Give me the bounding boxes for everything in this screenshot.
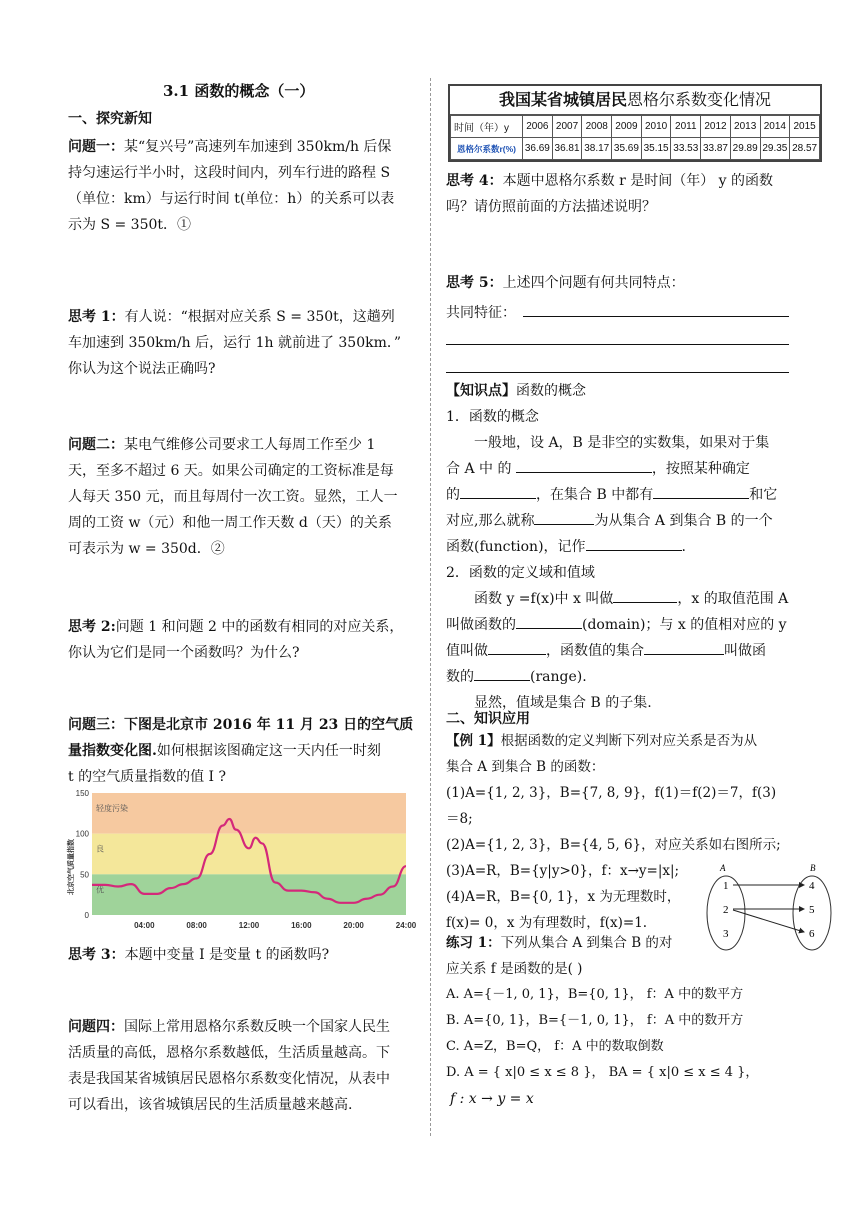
think-5-text: 上述四个问题有何共同特点： [502,275,685,291]
think-2-line: 问题 1 和问题 2 中的函数有相同的对应关系， [115,619,404,635]
think-2 [68,614,414,666]
kp-line: 一般地，设 A，B 是非空的实数集，如果对于集 [474,435,770,451]
question-2-line: 可表示为 w = 350d．② [68,541,225,557]
fill-blank[interactable] [488,638,546,655]
think-4-line: 吗？请仿照前面的方法描述说明？ [446,199,656,215]
aqi-x-tick: 16:00 [291,921,312,930]
question-3-line: 量指数变化图. [68,743,157,759]
engel-value-cell: 35.15 [641,138,671,160]
kp-line: . [681,539,686,555]
mapping-set-b-label: B [810,863,816,873]
think-4-label: 思考 4： [446,173,503,189]
set-b-element: 6 [809,928,815,940]
engel-value-cell: 36.81 [552,138,582,160]
aqi-x-tick: 04:00 [134,921,155,930]
question-1-line: 持匀速运行半小时，这段时间内，列车行进的路程 S [68,165,391,181]
set-b-element: 5 [809,904,815,916]
engel-year-cell: 2008 [582,116,612,138]
aqi-band-label: 良 [96,844,104,854]
kp-line: 合 A 中 的 [446,461,512,477]
question-2-line: 天，至多不超过 6 天。如果公司确定的工资标准是每 [68,463,394,479]
engel-value-cell: 38.17 [582,138,612,160]
engel-table [450,115,820,160]
question-2 [68,432,414,562]
kp-line: (range). [530,669,587,685]
aqi-band-label: 轻度污染 [96,804,128,813]
kp-bracket: 【知识点】 [446,383,516,399]
set-a-element: 3 [723,928,729,940]
engel-year-cell: 2014 [760,116,790,138]
question-3-line: t 的空气质量指数的值 I ? [68,769,227,785]
kp-line: 叫做函数的 [446,617,516,633]
example-1-item: (3)A=R，B={y|y>0}，f：x→y=|x|; [446,863,680,879]
think-1-line: 有人说：“根据对应关系 S = 350t，这趟列 [124,309,395,325]
aqi-band-label: 优 [96,885,104,895]
aqi-x-tick: 12:00 [238,921,260,930]
engel-title-rest: 恩格尔系数变化情况 [627,90,772,109]
think-3-label: 思考 3： [68,947,125,963]
engel-year-cell: 2010 [641,116,671,138]
example-1-bracket: 【例 1】 [446,733,501,749]
kp-line: 函数 y =f(x)中 x 叫做 [474,591,614,607]
question-1-label: 问题一： [68,139,124,155]
fill-blank[interactable] [644,638,724,655]
aqi-x-tick: 24:00 [395,921,417,930]
option-d[interactable]: D. A = { x|0 ≤ x ≤ 8 }， BA = { x|0 ≤ x ≤ 4 }， [446,1065,759,1080]
aqi-y-tick: 150 [75,789,89,798]
fill-blank[interactable] [586,534,682,551]
think-1 [68,304,414,382]
kp-line: 为从集合 A 到集合 B 的一个 [594,513,773,529]
engel-year-cell: 2006 [523,116,553,138]
engel-row2-label: 恩格尔系数r(%) [451,138,523,160]
aqi-band [92,793,406,834]
think-2-line: 你认为它们是同一个函数吗？为什么? [68,645,300,661]
aqi-y-tick: 50 [80,870,89,880]
aqi-y-tick: 0 [84,911,89,920]
example-1-item: f(x)= 0，x 为有理数时，f(x)=1. [446,915,648,931]
engel-value-cell: 36.69 [523,138,553,160]
option-d-formula: f : x → y = x [450,1091,534,1107]
column-divider [430,78,431,1136]
kp-h1: 1．函数的概念 [446,409,539,425]
set-b-element: 4 [809,880,815,892]
example-1-line: 根据函数的定义判断下列对应关系是否为从 [500,733,758,749]
fill-blank[interactable] [516,612,582,629]
engel-table-title [450,86,820,115]
kp-line: ，x 的取值范围 A [677,591,789,607]
page-title: 3.1 函数的概念（一） [163,82,315,100]
question-1-line: 示为 S = 350t．① [68,217,192,233]
fill-blank[interactable] [474,664,530,681]
example-1-line: 集合 A 到集合 B 的函数： [446,759,605,775]
kp-line: 显然，值域是集合 B 的子集. [474,695,652,711]
kp-line: 函数(function)，记作 [446,539,586,555]
option-a[interactable]: A. A={－1, 0, 1}，B={0, 1}， f：A 中的数平方 [446,987,744,1002]
aqi-x-tick: 08:00 [186,921,207,930]
question-4-label: 问题四： [68,1019,124,1035]
practice-1-label: 练习 1： [446,935,501,951]
aqi-chart [60,787,417,933]
question-2-label: 问题二： [68,437,124,453]
example-1-item: (2)A={1, 2, 3}，B={4, 5, 6}，对应关系如右图所示; [446,837,781,853]
aqi-bands [92,793,406,915]
kp-line: 值叫做 [446,643,488,659]
question-3 [68,712,414,790]
kp-line: 对应,那么就称 [446,513,535,529]
question-3-line: 如何根据该图确定这一天内任一时刻 [156,743,381,759]
think-1-label: 思考 1： [68,309,125,325]
engel-value-cell: 29.35 [760,138,790,160]
engel-year-cell: 2013 [730,116,760,138]
question-1-line: 某“复兴号”高速列车加速到 350km/h 后保 [124,139,392,155]
practice-1-line: 应关系 f 是函数的是( ) [446,961,583,977]
engel-year-cell: 2009 [612,116,642,138]
section-heading-apply: 二、知识应用 [446,711,530,727]
fill-blank[interactable] [516,456,652,473]
engel-title-bold: 我国某省城镇居民 [498,90,627,109]
kp-line: 的 [446,487,460,503]
engel-year-cell: 2007 [552,116,582,138]
think-5-label: 思考 5： [446,275,503,291]
engel-value-cell: 35.69 [612,138,642,160]
engel-year-cell: 2015 [790,116,820,138]
think-3 [68,942,414,968]
aqi-y-axis-label: 北京空气质量指数 [68,839,75,895]
kp-line: 叫做函 [724,643,766,659]
kp-heading: 函数的概念 [516,383,586,399]
question-3-line: 问题三：下图是北京市 2016 年 11 月 23 日的空气质 [68,717,414,733]
engel-year-cell: 2012 [701,116,731,138]
engel-row1-label: 时间（年）y [451,116,523,138]
question-2-line: 人每天 350 元，而且每周付一次工资。显然，工人一 [68,489,398,505]
engel-value-cell: 33.53 [671,138,701,160]
common-feature-label: 共同特征： [446,305,516,321]
option-c[interactable]: C. A=Z，B=Q， f：A 中的数取倒数 [446,1039,664,1054]
kp-line: ，在集合 B 中都有 [536,487,654,503]
fill-blank[interactable] [534,508,594,525]
think-1-line: 车加速到 350km/h 后，运行 1h 就前进了 350km．” [68,335,402,351]
fill-blank[interactable] [613,586,677,603]
set-a-element: 1 [723,880,729,892]
think-4 [446,168,792,220]
option-b[interactable]: B. A={0, 1}，B={－1, 0, 1}， f：A 中的数开方 [446,1013,744,1028]
question-1 [68,134,414,238]
section-heading-explore: 一、探究新知 [68,111,152,127]
engel-value-cell: 28.57 [790,138,820,160]
answer-line [523,316,789,317]
fill-blank[interactable] [653,482,749,499]
fill-blank[interactable] [460,482,536,499]
answer-line [446,372,789,373]
question-1-line: （单位：km）与运行时间 t(单位：h）的关系可以表 [68,191,395,207]
think-5 [446,270,792,326]
question-4-line: 国际上常用恩格尔系数反映一个国家人民生 [124,1019,390,1035]
kp-line: (domain)；与 x 的值相对应的 y [582,617,787,633]
aqi-band [92,874,406,915]
engel-value-cell: 29.89 [730,138,760,160]
example-1-item: ＝8; [446,811,473,827]
question-4-line: 可以看出，该省城镇居民的生活质量越来越高. [68,1097,353,1113]
answer-line [446,344,789,345]
question-4-line: 表是我国某省城镇居民恩格尔系数变化情况，从表中 [68,1071,390,1087]
engel-year-cell: 2011 [671,116,701,138]
question-4-line: 活质量的高低，恩格尔系数越低，生活质量越高。下 [68,1045,390,1061]
engel-table-box [448,84,822,162]
think-1-line: 你认为这个说法正确吗? [68,361,216,377]
aqi-x-tick: 20:00 [343,921,364,930]
practice-1 [446,930,798,1112]
kp-h2: 2．函数的定义域和值域 [446,565,595,581]
kp-line: ，函数值的集合 [546,643,644,659]
think-4-line: 本题中恩格尔系数 r 是时间（年） y 的函数 [502,173,774,189]
aqi-y-tick: 100 [75,829,89,839]
practice-1-line: 下列从集合 A 到集合 B 的对 [500,935,673,951]
knowledge-point [446,378,792,716]
engel-value-cell: 33.87 [701,138,731,160]
example-1-item: (4)A=R，B={0, 1}，x 为无理数时， [446,889,681,905]
think-3-text: 本题中变量 I 是变量 t 的函数吗? [124,947,330,963]
kp-line: ，按照某种确定 [651,461,750,477]
question-2-line: 周的工资 w（元）和他一周工作天数 d（天）的关系 [68,515,392,531]
question-2-line: 某电气维修公司要求工人每周工作至少 1 [124,437,376,453]
think-2-label: 思考 2: [68,619,116,635]
kp-line: 数的 [446,669,474,685]
kp-line: 和它 [749,487,778,503]
aqi-band [92,834,406,875]
mapping-set-a-label: A [720,863,726,873]
question-4 [68,1014,414,1118]
set-a-element: 2 [723,904,729,916]
example-1-item: (1)A={1, 2, 3}，B={7, 8, 9}，f(1)＝f(2)＝7，f(3) [446,785,777,801]
